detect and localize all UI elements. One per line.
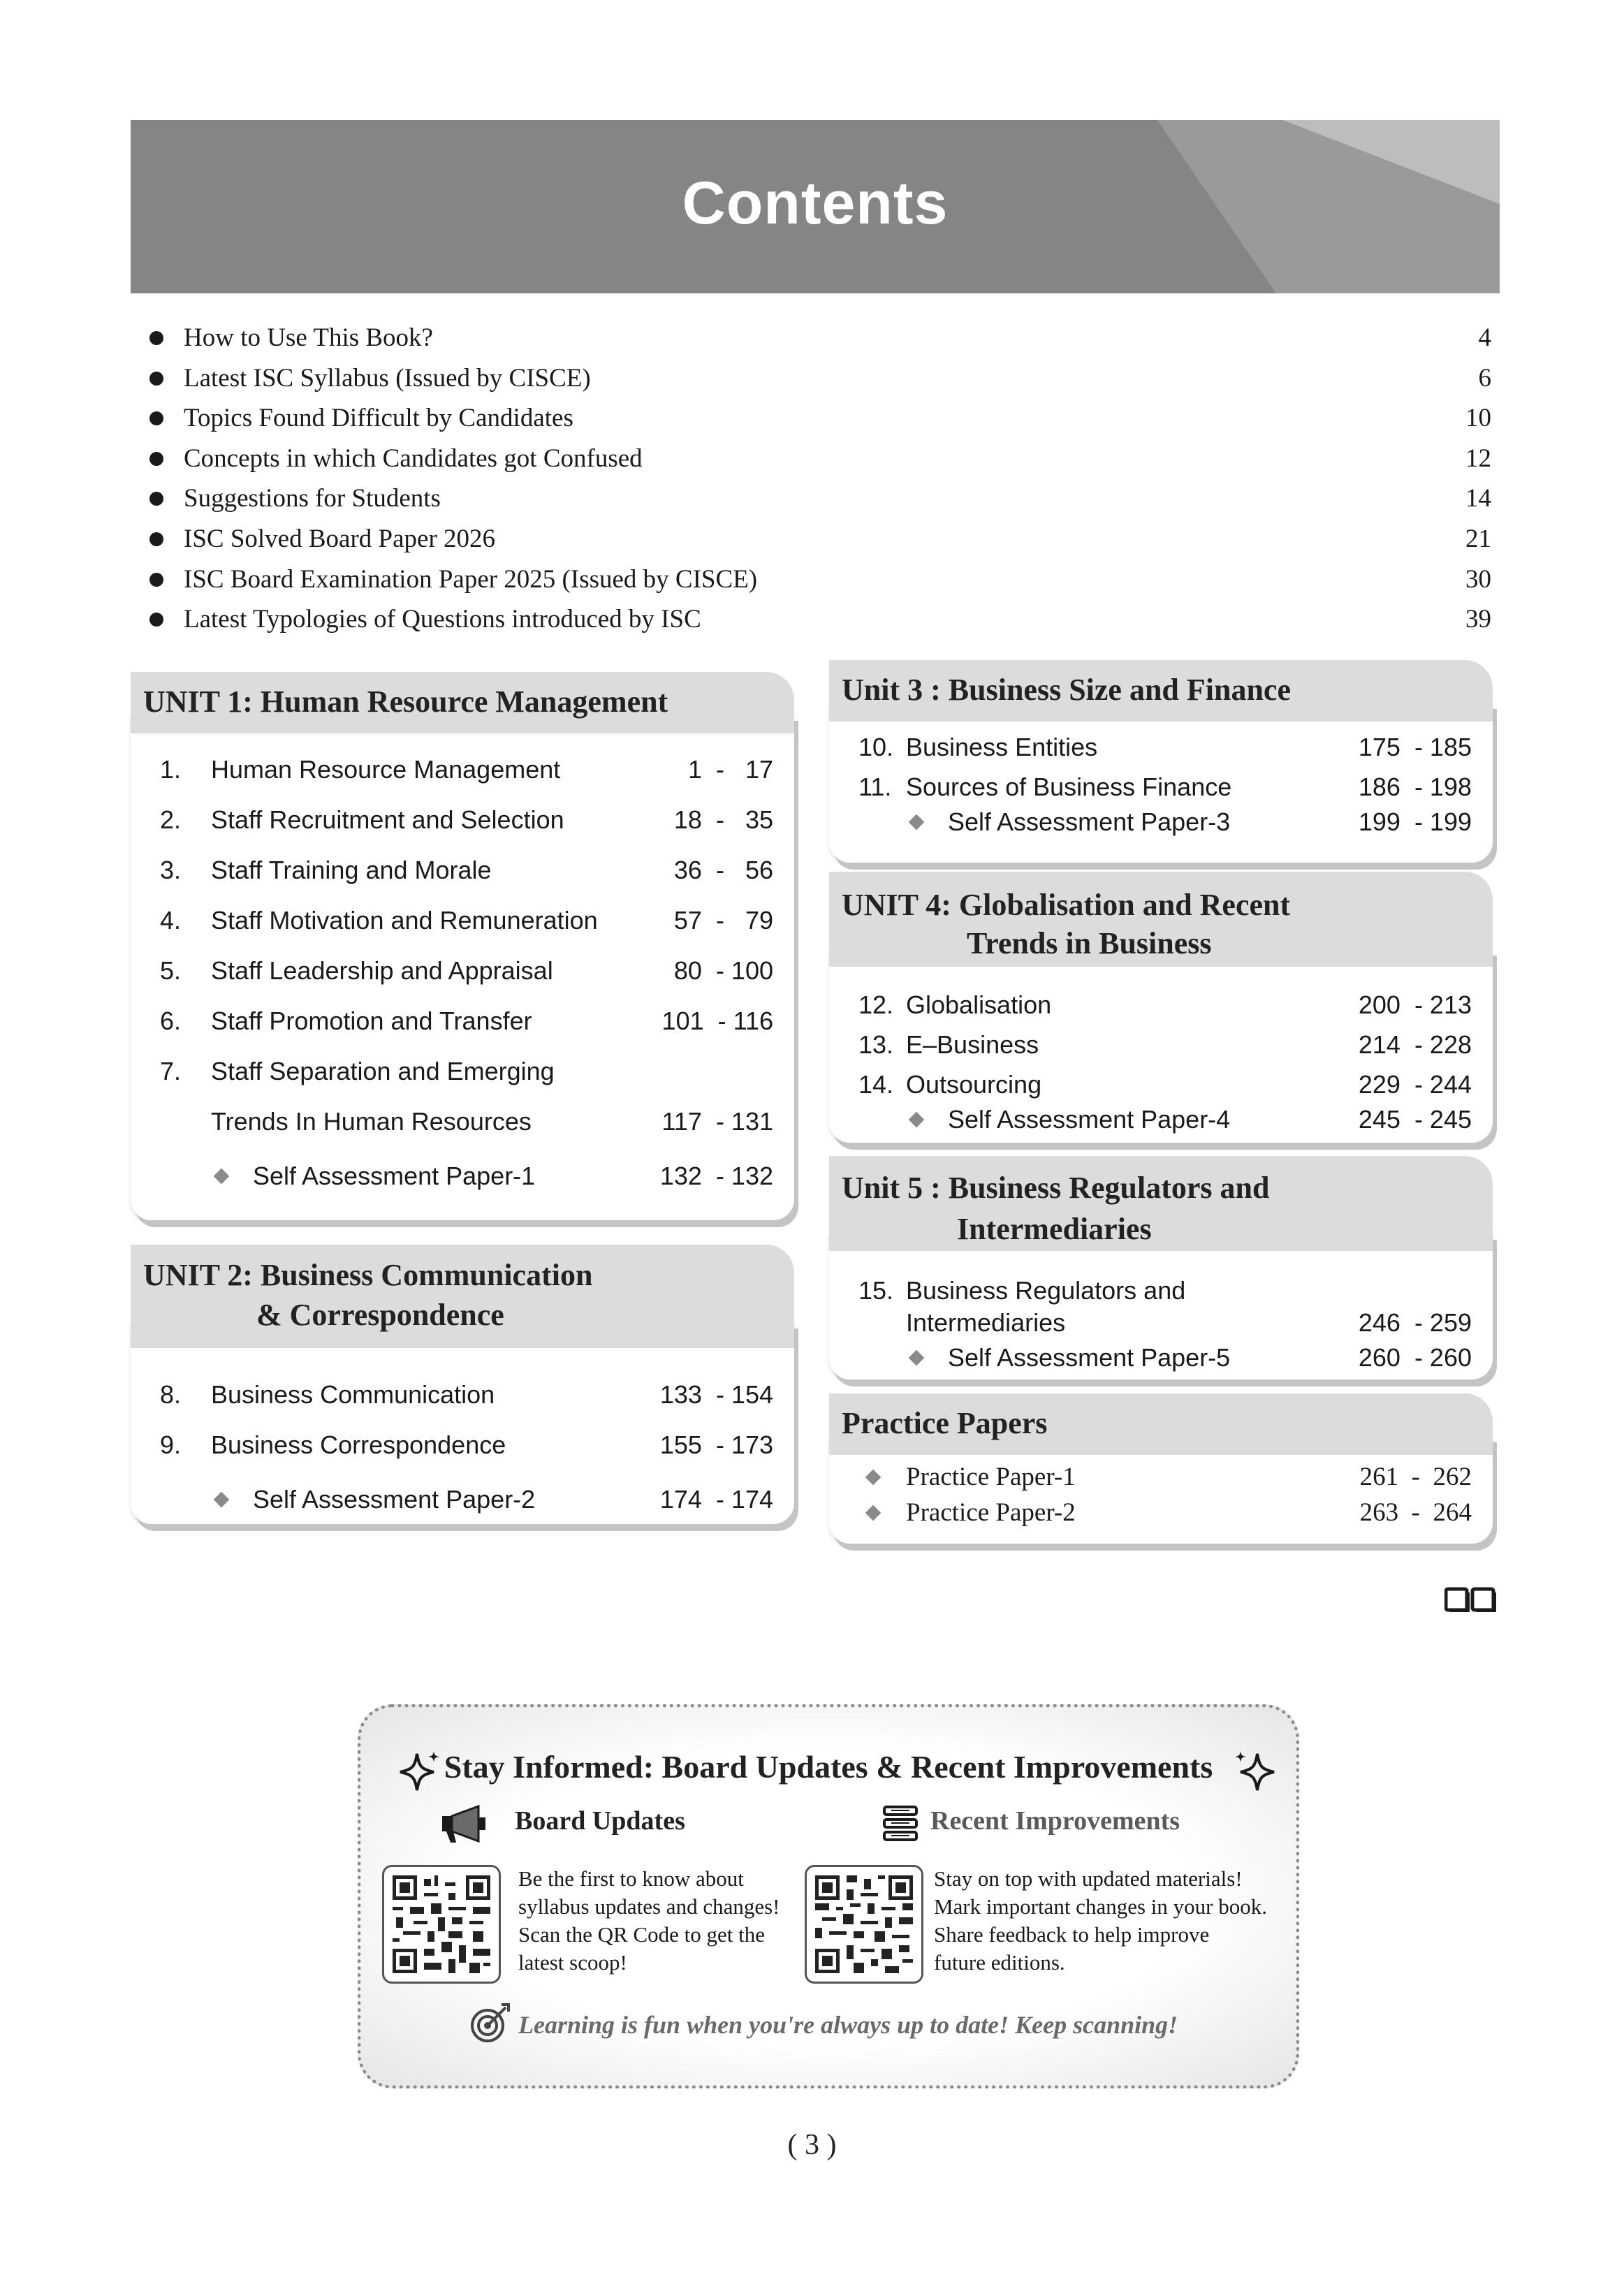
list-item-label: Concepts in which Candidates got Confused [184,444,643,473]
chapter-title: Business Correspondence [211,1430,506,1459]
unit-title: UNIT 1: Human Resource Management [143,685,668,719]
bullet-icon [149,452,163,466]
unit-title-line-2: & Correspondence [256,1298,504,1332]
qr-code-icon [393,1875,490,1973]
unit-1-header [131,672,794,733]
list-item[interactable] [147,519,1491,559]
chapter-title: Sources of Business Finance [906,773,1232,801]
chapter-pages: 246 - 259 [1358,1308,1472,1337]
list-item-page: 12 [1465,444,1491,473]
chapter-row[interactable] [131,953,794,988]
info-footer: Learning is fun when you're always up to date! Keep scanning! [518,2011,1178,2039]
self-assessment-row[interactable] [829,1340,1493,1375]
chapter-title: Staff Recruitment and Selection [211,805,564,834]
diamond-bullet-icon [909,1112,925,1128]
list-item-page: 4 [1478,323,1491,352]
list-item[interactable] [147,559,1491,600]
practice-paper-row[interactable] [829,1495,1493,1530]
chapter-title: Staff Promotion and Transfer [211,1006,532,1035]
board-updates-line: Scan the QR Code to get the [518,1922,765,1947]
chapter-pages: 200 - 213 [1358,990,1472,1019]
end-of-section-icon [1444,1586,1500,1613]
unit-4-body [829,949,1493,1143]
board-updates-qr-code[interactable] [382,1865,501,1984]
chapter-title: Business Entities [906,733,1098,761]
chapter-row[interactable] [131,903,794,938]
chapter-title: Staff Motivation and Remuneration [211,906,598,935]
sparkle-icon [1231,1748,1278,1796]
bullet-icon [149,613,163,627]
chapter-title: Staff Separation and Emerging [211,1057,555,1085]
recent-improvements-line: Stay on top with updated materials! [934,1866,1243,1891]
self-assessment-row[interactable] [829,805,1493,840]
qr-code-icon [815,1875,913,1973]
recent-improvements-qr-code[interactable] [805,1865,923,1984]
unit-title: Practice Papers [842,1406,1048,1440]
list-item[interactable] [147,599,1491,640]
chapter-title: Globalisation [906,990,1052,1019]
chapter-number: 1. [160,755,182,784]
diamond-bullet-icon [865,1470,882,1486]
practice-papers-header [829,1393,1493,1455]
chapter-number: 9. [160,1430,182,1459]
recent-improvements-title: Recent Improvements [930,1806,1180,1836]
recent-improvements-line: Share feedback to help improve [934,1922,1210,1947]
chapter-row[interactable] [131,1004,794,1039]
bullet-icon [149,492,163,506]
unit-title-line-2: Trends in Business [967,926,1212,960]
chapter-row-continued[interactable] [829,1305,1493,1340]
unit-title: UNIT 2: Business Communication [143,1258,593,1292]
list-item-page: 30 [1465,564,1491,594]
diamond-bullet-icon [214,1169,230,1185]
self-assessment-title: Self Assessment Paper-2 [253,1485,536,1514]
unit-title: Unit 5 : Business Regulators and [842,1171,1270,1205]
chapter-pages: 229 - 244 [1358,1070,1472,1099]
practice-paper-title: Practice Paper-2 [906,1498,1076,1527]
chapter-pages: 117 - 131 [661,1107,773,1136]
chapter-number: 6. [160,1006,182,1035]
board-updates-line: latest scoop! [518,1950,627,1975]
chapter-number: 13. [858,1030,894,1059]
chapter-pages: 214 - 228 [1358,1030,1472,1059]
unit-1-body [131,714,794,1220]
list-item-label: Suggestions for Students [184,484,441,513]
unit-5-box [829,1156,1493,1379]
chapter-row[interactable] [131,1054,794,1089]
bullet-icon [149,372,163,386]
bullet-icon [149,411,163,425]
chapter-pages: 101 - 116 [661,1006,773,1035]
list-item[interactable] [147,318,1491,358]
page-title: Contents [682,170,949,237]
unit-title: Unit 3 : Business Size and Finance [842,673,1291,707]
board-updates-text [518,1865,780,1977]
chapter-title: Business Regulators and [906,1276,1186,1305]
list-item[interactable] [147,478,1491,519]
chapter-pages: 155 - 173 [659,1430,773,1459]
self-assessment-pages: 199 - 199 [1358,807,1472,836]
bullet-icon [149,573,163,587]
board-updates-title: Board Updates [515,1806,685,1836]
chapter-pages: 18 - 35 [673,805,773,834]
practice-paper-row[interactable] [829,1460,1493,1495]
list-item[interactable] [147,358,1491,399]
stay-informed-box [358,1704,1299,2088]
chapter-row[interactable] [829,988,1493,1023]
recent-improvements-line: Mark important changes in your book. [934,1894,1267,1919]
chapter-row[interactable] [131,1428,794,1463]
self-assessment-title: Self Assessment Paper-3 [948,807,1231,836]
chapter-number: 12. [858,990,894,1019]
list-item-page: 39 [1465,605,1491,634]
self-assessment-pages: 245 - 245 [1358,1105,1472,1134]
practice-paper-pages: 263 - 264 [1359,1498,1472,1527]
chapter-pages: 133 - 154 [659,1380,773,1409]
unit-3-header [829,660,1493,722]
chapter-row[interactable] [829,770,1493,805]
chapter-title: E–Business [906,1030,1039,1059]
chapter-pages: 80 - 100 [673,956,773,985]
self-assessment-row[interactable] [829,1102,1493,1137]
board-updates-line: Be the first to know about [518,1866,744,1891]
self-assessment-title: Self Assessment Paper-5 [948,1343,1231,1372]
unit-1-box [131,672,794,1220]
list-item-page: 14 [1465,484,1491,513]
chapter-row[interactable] [829,1027,1493,1062]
list-item-label: How to Use This Book? [184,323,433,352]
recent-improvements-text [934,1865,1267,1977]
self-assessment-pages: 260 - 260 [1358,1343,1472,1372]
diamond-bullet-icon [214,1492,230,1508]
chapter-row[interactable] [131,803,794,837]
unit-title: UNIT 4: Globalisation and Recent [842,888,1291,922]
diamond-bullet-icon [909,1350,925,1366]
chapter-title: Trends In Human Resources [211,1107,532,1136]
chapter-number: 8. [160,1380,182,1409]
practice-papers-box [829,1393,1493,1544]
list-item-page: 21 [1465,524,1491,553]
chapter-number: 14. [858,1070,894,1099]
chapter-title: Staff Leadership and Appraisal [211,956,553,985]
self-assessment-title: Self Assessment Paper-4 [948,1105,1231,1134]
chapter-row[interactable] [829,1273,1493,1308]
chapter-title: Staff Training and Morale [211,856,492,884]
self-assessment-pages: 174 - 174 [659,1485,773,1514]
chapter-pages: 1 - 17 [687,755,773,784]
target-icon [469,2003,511,2044]
recent-improvements-line: future editions. [934,1950,1065,1975]
chapter-title: Business Communication [211,1380,495,1409]
chapter-row[interactable] [131,1377,794,1412]
chapter-number: 3. [160,856,182,884]
chapter-pages: 36 - 56 [673,856,773,884]
contents-header-banner [131,120,1500,293]
unit-3-body [829,702,1493,863]
chapter-number: 4. [160,906,182,935]
bullet-icon [149,532,163,546]
board-updates-line: syllabus updates and changes! [518,1894,780,1919]
unit-2-box [131,1245,794,1524]
chapter-row[interactable] [829,1067,1493,1102]
chapter-pages: 175 - 185 [1358,733,1472,761]
chapter-number: 5. [160,956,182,985]
unit-2-header [131,1245,794,1348]
chapter-title: Outsourcing [906,1070,1042,1099]
diamond-bullet-icon [865,1505,882,1521]
chapter-number: 7. [160,1057,182,1085]
self-assessment-title: Self Assessment Paper-1 [253,1162,536,1190]
list-item-label: Latest Typologies of Questions introduced by ISC [184,605,701,634]
chapter-title: Human Resource Management [211,755,561,784]
list-item-label: ISC Solved Board Paper 2026 [184,524,496,553]
unit-5-body [829,1233,1493,1379]
bullet-icon [149,331,163,345]
books-icon [882,1804,920,1843]
unit-5-header [829,1156,1493,1251]
unit-3-box [829,660,1493,863]
diamond-bullet-icon [909,814,925,830]
unit-4-header [829,872,1493,967]
list-item-label: ISC Board Examination Paper 2025 (Issued by CISCE) [184,564,758,594]
chapter-row[interactable] [131,853,794,888]
chapter-number: 11. [858,773,892,801]
chapter-pages: 57 - 79 [673,906,773,935]
self-assessment-pages: 132 - 132 [659,1162,773,1190]
list-item[interactable] [147,398,1491,439]
practice-paper-pages: 261 - 262 [1359,1463,1472,1491]
info-heading: Stay Informed: Board Updates & Recent Improvements [444,1749,1213,1785]
self-assessment-row[interactable] [131,1482,794,1517]
chapter-row[interactable] [829,730,1493,765]
megaphone-icon [439,1803,490,1844]
chapter-number: 10. [858,733,894,761]
chapter-pages: 186 - 198 [1358,773,1472,801]
list-item-page: 10 [1465,404,1491,433]
chapter-row[interactable] [131,752,794,787]
self-assessment-row[interactable] [131,1159,794,1194]
unit-title-line-2: Intermediaries [957,1212,1152,1246]
practice-paper-title: Practice Paper-1 [906,1463,1076,1491]
chapter-number: 2. [160,805,182,834]
front-matter-list [147,318,1491,640]
unit-4-box [829,872,1493,1143]
list-item-label: Topics Found Difficult by Candidates [184,404,573,433]
list-item-label: Latest ISC Syllabus (Issued by CISCE) [184,363,591,393]
page-number: ( 3 ) [787,2129,837,2161]
chapter-row-continued[interactable] [131,1104,794,1139]
list-item[interactable] [147,439,1491,479]
list-item-page: 6 [1478,363,1491,393]
chapter-title: Intermediaries [906,1308,1066,1337]
unit-2-body [131,1322,794,1524]
chapter-number: 15. [858,1276,894,1305]
